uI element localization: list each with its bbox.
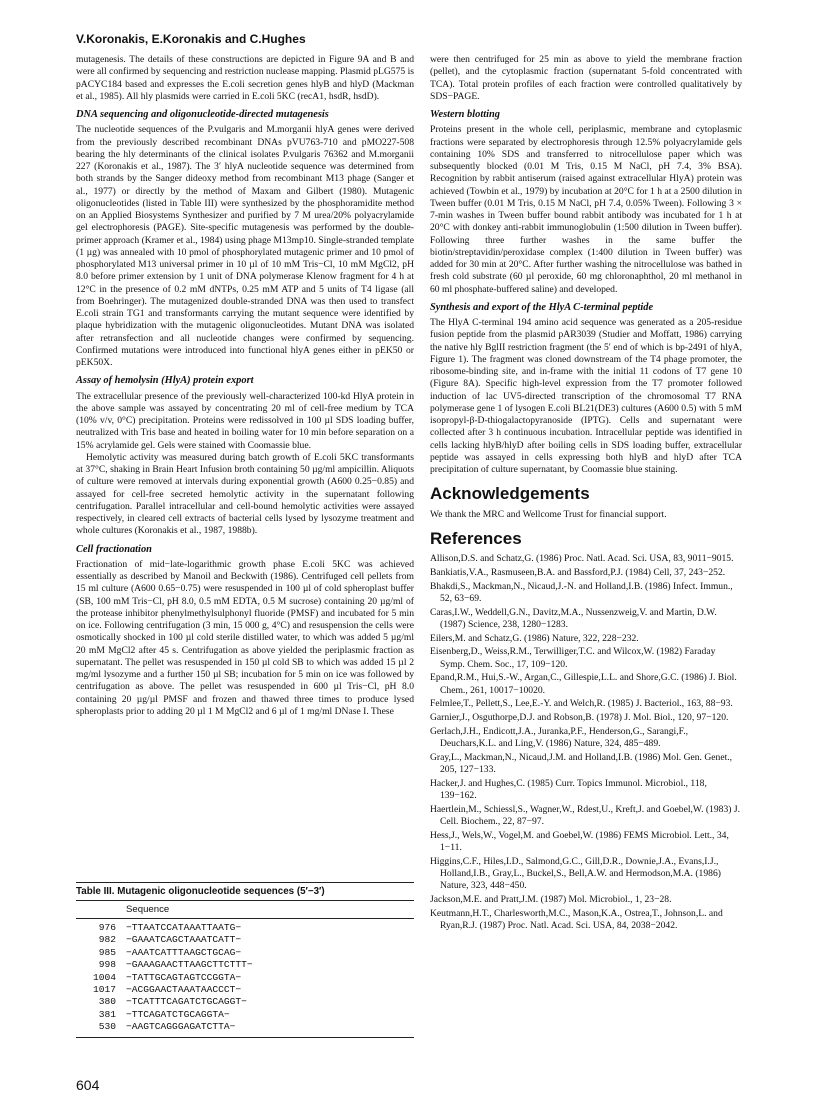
acknowledgements-heading: Acknowledgements: [430, 484, 590, 504]
reference-item: Hess,J., Wels,W., Vogel,M. and Goebel,W. (1986) FEMS Microbiol. Lett., 34, 1−11.: [430, 829, 729, 853]
table-row: [76, 1009, 414, 1021]
reference-item: Allison,D.S. and Schatz,G. (1986) Proc. Natl. Acad. Sci. USA, 83, 9011−9015.: [430, 553, 734, 564]
table-row: [76, 947, 414, 959]
section-heading: Western blotting: [430, 109, 500, 120]
oligo-sequence: −AAATCATTTAAGCTGCAG−: [126, 946, 242, 958]
table-row: [76, 1021, 414, 1033]
paragraph: The nucleotide sequences of the P.vulgaris and M.morganii hlyA genes were derived from the previously described recombinant DNAs pVU763-710 and pMO227-508 bearing the hly determinants of the clinical isolates P.vulgaris 76362 and M.morganii 227 (Koronakis et al., 1987). The 3′ hlyA nucleotide sequence was determined from both strands by the Sanger dideoxy method from recombinant M13 phage (Sanger et al., 1977) or directly by the method of Maxam and Gilbert (1980). Mutagenic oligonucleotides (listed in Table III) were synthesized by the phosphoramidite method on an Applied Biosystems Synthesizer and purified by 7 M urea/20% polyacrylamide gel electrophoresis (PAGE). Site-specific mutagenesis was performed by the double-primer approach (Kramer et al., 1984) using phage M13mp10. Single-stranded template (1 µg) was annealed with 10 pmol of phosphorylated mutagenic primer and 10 pmol of phosphorylated M13 universal primer in 10 µl of 10 mM Tris−Cl, 10 mM MgCl2, pH 8.0 before primer extension by 1 unit of DNA polymerase Klenow fragment for 4 h at 12°C in the presence of 0.2 mM dNTPs, 0.25 mM ATP and 5 units of T4 ligase (all from Boehringer). The mutagenized double-stranded DNA was then used to transfect E.coli strain TG1 and transformants carrying the mutant sequence were identified by plaque hybridization with the mutagenic oligonucleotides. Mutant DNA was isolated after retransfection and all nucleotide changes were confirmed by sequencing. Confirmed mutations were introduced into functional hlyA genes either in pEK50 or pEK50X.: [76, 124, 414, 368]
table-caption: Table III. Mutagenic oligonucleotide sequences (5′−3′): [76, 882, 414, 897]
section-heading: Synthesis and export of the HlyA C-terminal peptide: [430, 301, 654, 313]
running-header: V.Koronakis, E.Koronakis and C.Hughes: [76, 32, 306, 46]
table-row: [76, 922, 414, 934]
oligo-sequence: −TCATTTCAGATCTGCAGGT−: [126, 996, 247, 1008]
reference-item: Eilers,M. and Schatz,G. (1986) Nature, 322, 228−232.: [430, 632, 639, 644]
oligo-sequence: −ACGGAACTAAATAACCCT−: [126, 984, 242, 996]
reference-item: Caras,I.W., Weddell,G.N., Davitz,M.A., Nussenzweig,V. and Martin, D.W. (1987) Science, 238, 1280−1283.: [430, 606, 717, 630]
reference-item: Bhakdi,S., Mackman,N., Nicaud,J.-N. and Holland,I.B. (1986) Infect. Immun., 52, 63−69.: [430, 580, 733, 604]
oligo-id: 1004: [92, 971, 116, 983]
paragraph: Proteins present in the whole cell, periplasmic, membrane and cytoplasmic fractions were separated by electrophoresis through 12.5% polyacrylamide gels containing 10% SDS and transferred to nitrocellulose paper which was subsequently blocked (0.01 M Tris, 0.15 M NaCl, pH 7.4, 3% BSA). Recognition by rabbit antiserum (raised against extracellular HlyA) protein was achieved (Towbin et al., 1979) by incubation at 20°C for 1 h at a 2500 dilution in Tween buffer (0.01 M Tris, 0.15 M NaCl, pH 7.4, 0.05% Tween). Following 3 × 7-min washes in Tween buffer bound rabbit antibody was incubated for 1 h at 20°C with donkey anti-rabbit immunoglobulin (1:500 dilution in Tween buffer). Following three further washes in the same buffer the biotin/streptavidin/peroxidase complex (1:400 dilution in Tween buffer) was added for 30 min at 20°C. After further washing the nitrocellulose was bathed in fresh cold substrate (60 µl peroxide, 60 mg chloronaphthol, 20 ml methanol in 60 ml phosphate-buffered saline) and developed.: [430, 124, 742, 295]
reference-item: Keutmann,H.T., Charlesworth,M.C., Mason,K.A., Ostrea,T., Johnson,L. and Ryan,R.J. (1987) Proc. Natl. Acad. Sci. USA, 84, 2038−2042.: [430, 907, 723, 931]
paragraph: The HlyA C-terminal 194 amino acid sequence was generated as a 205-residue fusion peptide from the plasmid pAR3039 (Studier and Moffatt, 1986) carrying the native hly BglII restriction fragment (the 5′ end of which is bp-2491 of hlyA, Figure 1). The fragment was cloned downstream of the T4 phage promoter, the ribosome-binding site, and in-frame with the initial 11 codons of T7 gene 10 (Figure 8A). Specific high-level expression from the T7 promoter followed induction of lac UV5-directed transcription of the chromosomal T7 RNA polymerase gene 1 of lysogen E.coli BL21(DE3) cultures (A600 0.5) with 5 mM isopropyl-β-D-thiogalactopyranoside (IPTG). Cells and supernatant were collected after 3 h continuous incubation. Intracellular peptide was identified in cells lacking hlyB/hlyD after boiling cells in SDS loading buffer, extracellular peptide was assayed in cells expressing both hlyB and hlyD after TCA precipitation of culture supernatant, by Coomassie blue staining.: [430, 317, 742, 475]
table-bottom-rule: [76, 1037, 414, 1038]
reference-item: Jackson,M.E. and Pratt,J.M. (1987) Mol. Microbiol., 1, 23−28.: [430, 894, 672, 905]
paragraph: The extracellular presence of the previously well-characterized 100-kd HlyA protein in the above sample was assayed by concentrating 20 ml of cell-free medium by TCA (10% v/v, 0°C) precipitation. Proteins were redissolved in 100 µl SDS loading buffer, neutralized with Tris base and heated in boiling water for 10 min before separation on a 15% acrylamide gel. Gels were stained with Coomassie blue.: [76, 390, 414, 451]
references-heading: References: [430, 528, 522, 548]
reference-item: Epand,R.M., Hui,S.-W., Argan,C., Gillespie,L.L. and Shore,G.C. (1986) J. Biol. Chem., 261, 10017−10020.: [430, 672, 737, 696]
table-row: [76, 959, 414, 971]
table-column-header: Sequence: [76, 900, 414, 919]
oligo-id: 381: [98, 1008, 116, 1020]
page-number: 604: [76, 1077, 100, 1093]
reference-item: Gray,L., Mackman,N., Nicaud,J.M. and Holland,I.B. (1986) Mol. Gen. Genet., 205, 127−133.: [430, 751, 733, 775]
paragraph: were then centrifuged for 25 min as above to yield the membrane fraction (pellet), and the cytoplasmic fraction (supernatant 5-fold concentrated with TCA). Total protein profiles of each fraction were controlled qualitatively by SDS−PAGE.: [430, 54, 742, 102]
acknowledgements-text: We thank the MRC and Wellcome Trust for financial support.: [430, 508, 667, 520]
reference-item: Gerlach,J.H., Endicott,J.A., Juranka,P.F., Henderson,G., Sarangi,F., Deuchars,K.L. and Ling,V. (1986) Nature, 324, 485−489.: [430, 725, 688, 749]
left-column: [76, 54, 414, 718]
oligo-id: 985: [98, 946, 116, 958]
oligo-sequence: −AAGTCAGGGAGATCTTA−: [126, 1021, 236, 1033]
oligo-id: 976: [98, 922, 116, 933]
table-row: [76, 984, 414, 996]
reference-item: Haertlein,M., Schiessl,S., Wagner,W., Rdest,U., Kreft,J. and Goebel,W. (1983) J. Cell. Biochem., 22, 87−97.: [430, 803, 740, 827]
oligo-sequence: −TATTGCAGTAGTCCGGTA−: [126, 971, 242, 983]
oligo-sequence: −GAAAGAACTTAAGCTTCTTT−: [126, 959, 253, 971]
right-column: [430, 54, 742, 934]
table-body: [76, 919, 414, 1034]
paragraph: mutagenesis. The details of these constructions are depicted in Figure 9A and B and were all confirmed by sequencing and restriction nuclease mapping. Plasmid pLG575 is pACYC184 based and expresses the E.coli secretion genes hlyB and hlyD (Mackman et al., 1985). All hly plasmids were carried in E.coli 5KC (recA1, hsdR, hsdD).: [76, 54, 414, 102]
reference-item: Felmlee,T., Pellett,S., Lee,E.-Y. and Welch,R. (1985) J. Bacteriol., 163, 88−93.: [430, 698, 733, 710]
section-heading: DNA sequencing and oligonucleotide-directed mutagenesis: [76, 109, 329, 120]
reference-item: Bankiatis,V.A., Rasmuseen,B.A. and Bassford,P.J. (1984) Cell, 37, 243−252.: [430, 566, 726, 578]
table-row: [76, 996, 414, 1008]
reference-item: Hacker,J. and Hughes,C. (1985) Curr. Topics Immunol. Microbiol., 118, 139−162.: [430, 777, 707, 801]
table-iii: [76, 882, 414, 1038]
oligo-sequence: −TTAATCCATAAATTAATG−: [126, 922, 242, 933]
paragraph: Hemolytic activity was measured during batch growth of E.coli 5KC transformants at 37°C, shaking in Brain Heart Infusion broth containing 50 µg/ml ampicillin. Aliquots of culture were removed at intervals during exponential growth (A600 0.25−0.85) and assayed for cell-free secreted hemolytic activity in the supernatant following centrifugation. Parallel intracellular and cell-bound hemolytic activities were assayed respectively, in cleared cell extracts of bacterial cells lysed by lysozyme treatment and whole cultures (Koronakis et al., 1987, 1988b).: [76, 451, 414, 537]
oligo-id: 530: [98, 1021, 116, 1033]
oligo-sequence: −TTCAGATCTGCAGGTA−: [126, 1008, 230, 1020]
reference-list: [430, 553, 742, 932]
reference-item: Garnier,J., Osguthorpe,D.J. and Robson,B. (1978) J. Mol. Biol., 120, 97−120.: [430, 712, 729, 723]
section-heading: Cell fractionation: [76, 543, 152, 555]
oligo-id: 1017: [92, 984, 116, 996]
reference-item: Higgins,C.F., Hiles,I.D., Salmond,G.C., Gill,D.R., Downie,J.A., Evans,I.J., Holland,I.B., Gray,L., Buckel,S., Bell,A.W. and Hermodson,M.A. (1986) Nature, 323, 448−450.: [430, 855, 721, 892]
section-heading: Assay of hemolysin (HlyA) protein export: [76, 375, 254, 387]
table-row: [76, 972, 414, 984]
paragraph: Fractionation of mid−late-logarithmic growth phase E.coli 5KC was achieved essentially as described by Manoil and Beckwith (1986). Centrifuged cell pellets from 15 ml culture (A600 0.65−0.75) were resuspended in 100 µl of cold spheroplast buffer (SB, 100 mM Tris−Cl, pH 8.0, 0.5 mM EDTA, 0.5 M sucrose) containing 20 µg/ml of the protease inhibitor phenylmethylsulphonyl fluoride (PMSF) and incubated for 5 min on ice. Following centrifugation (3 min, 15 000 g, 4°C) and resuspension the cells were osmotically shocked in 100 µl cold sterile distilled water, to which was added 5 µg/ml 20 mM MgCl2 after 45 s. Centrifugation as above yielded the periplasmic fraction as supernatant. The pellet was resuspended in 150 µl cold SB to which was added 15 µl 2 mg/ml lysozyme and a further 150 µl SB; incubation for 5 min on ice was followed by centrifugation as above. The pellet was resuspended in 600 µl Tris−Cl, pH 8.0 containing 20 µg/µl PMSF and frozen and thawed three times to produce lysed spheroplasts prior to adding 20 µl 1 M MgCl2 and 6 µl of 1 mg/ml DNase I. These: [76, 558, 414, 717]
oligo-sequence: −GAAATCAGCTAAATCATT−: [126, 934, 242, 946]
oligo-id: 982: [98, 934, 116, 946]
oligo-id: 380: [98, 996, 116, 1008]
table-row: [76, 934, 414, 946]
reference-item: Eisenberg,D., Weiss,R.M., Terwilliger,T.C. and Wilcox,W. (1982) Faraday Symp. Chem. Soc., 17, 109−120.: [430, 646, 716, 670]
oligo-id: 998: [98, 959, 116, 971]
